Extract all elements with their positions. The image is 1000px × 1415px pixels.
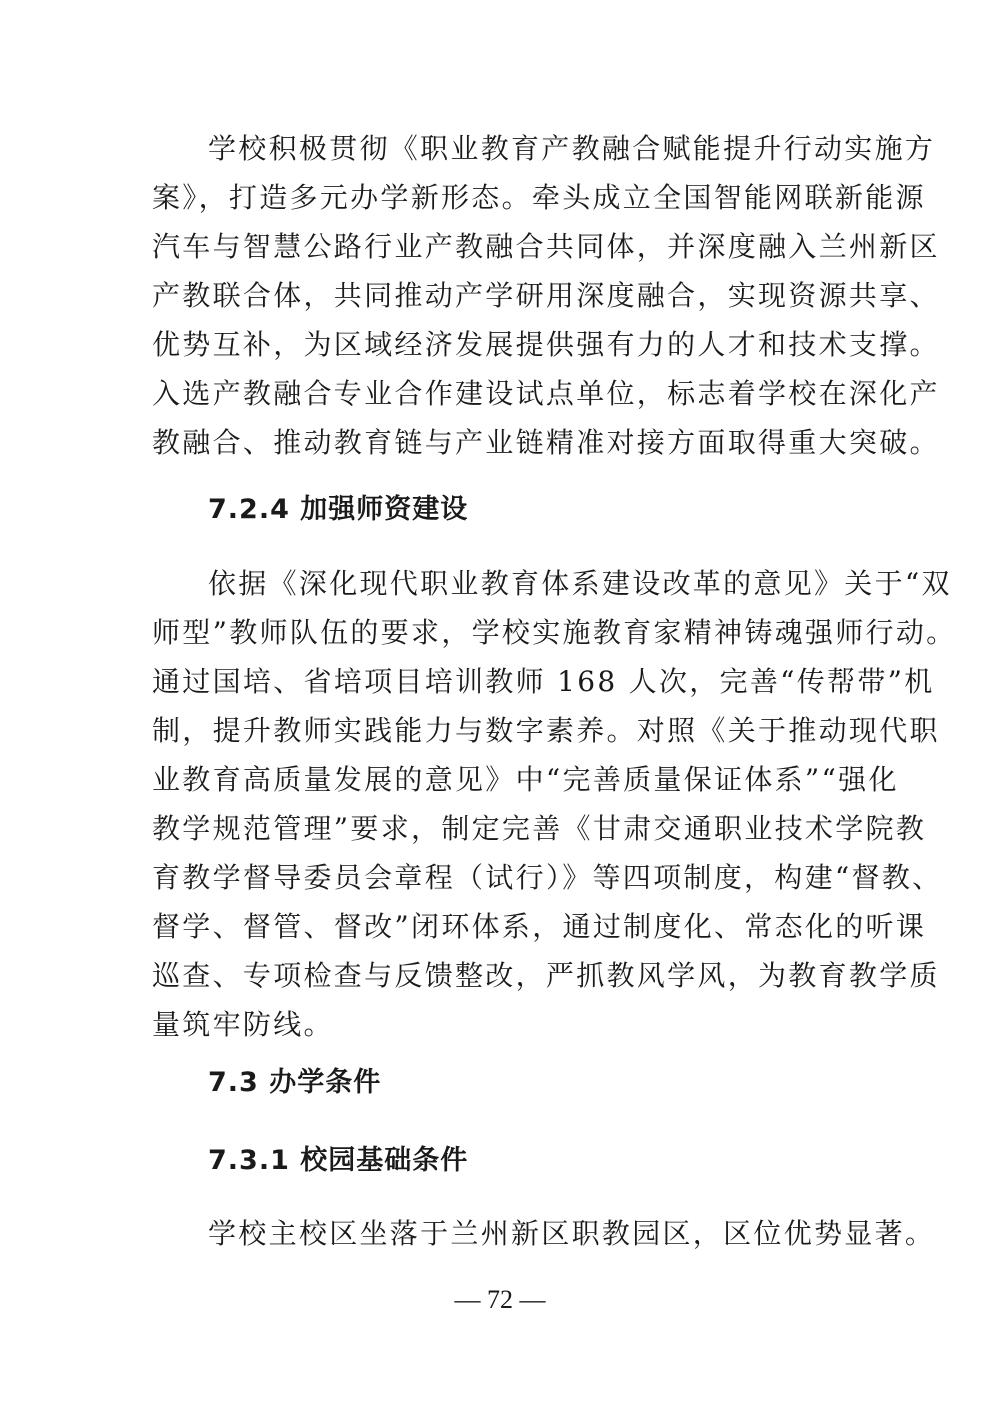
text-line: 师型”教师队伍的要求，学校实施教育家精神铸魂强师行动。 <box>152 616 957 649</box>
text-line: 督学、督管、督改”闭环体系，通过制度化、常态化的听课 <box>152 910 927 943</box>
section-heading-7-3: 7.3 办学条件 <box>208 1067 382 1098</box>
text-line: 通过国培、省培项目培训教师 168 人次，完善“传帮带”机 <box>152 665 935 698</box>
text-line: 教学规范管理”要求，制定完善《甘肃交通职业技术学院教 <box>152 812 927 845</box>
text-line: 业教育高质量发展的意见》中“完善质量保证体系”“强化 <box>152 763 899 796</box>
text-line: 优势互补，为区域经济发展提供强有力的人才和技术支撑。 <box>152 328 940 361</box>
text-line: 教融合、推动教育链与产业链精准对接方面取得重大突破。 <box>152 426 940 459</box>
section-heading-7-3-1: 7.3.1 校园基础条件 <box>208 1145 469 1176</box>
text-line: 学校主校区坐落于兰州新区职教园区，区位优势显著。 <box>208 1217 936 1250</box>
text-line: 育教学督导委员会章程（试行）》等四项制度，构建“督教、 <box>152 861 943 894</box>
text-line: 巡查、专项检查与反馈整改，严抓教风学风，为教育教学质 <box>152 959 940 992</box>
text-line: 汽车与智慧公路行业产教融合共同体，并深度融入兰州新区 <box>152 230 940 263</box>
section-heading-7-2-4: 7.2.4 加强师资建设 <box>208 494 469 525</box>
text-line: 案》，打造多元办学新形态。牵头成立全国智能网联新能源 <box>152 181 926 214</box>
text-line: 学校积极贯彻《职业教育产教融合赋能提升行动实施方 <box>208 132 936 165</box>
text-line: 入选产教融合专业合作建设试点单位，标志着学校在深化产 <box>152 377 940 410</box>
text-line: 量筑牢防线。 <box>152 1008 334 1041</box>
text-line: 依据《深化现代职业教育体系建设改革的意见》关于“双 <box>208 567 952 600</box>
text-line: 制，提升教师实践能力与数字素养。对照《关于推动现代职 <box>152 714 940 747</box>
text-line: 产教联合体，共同推动产学研用深度融合，实现资源共享、 <box>152 279 940 312</box>
page-number: — 72 — <box>454 1285 546 1314</box>
